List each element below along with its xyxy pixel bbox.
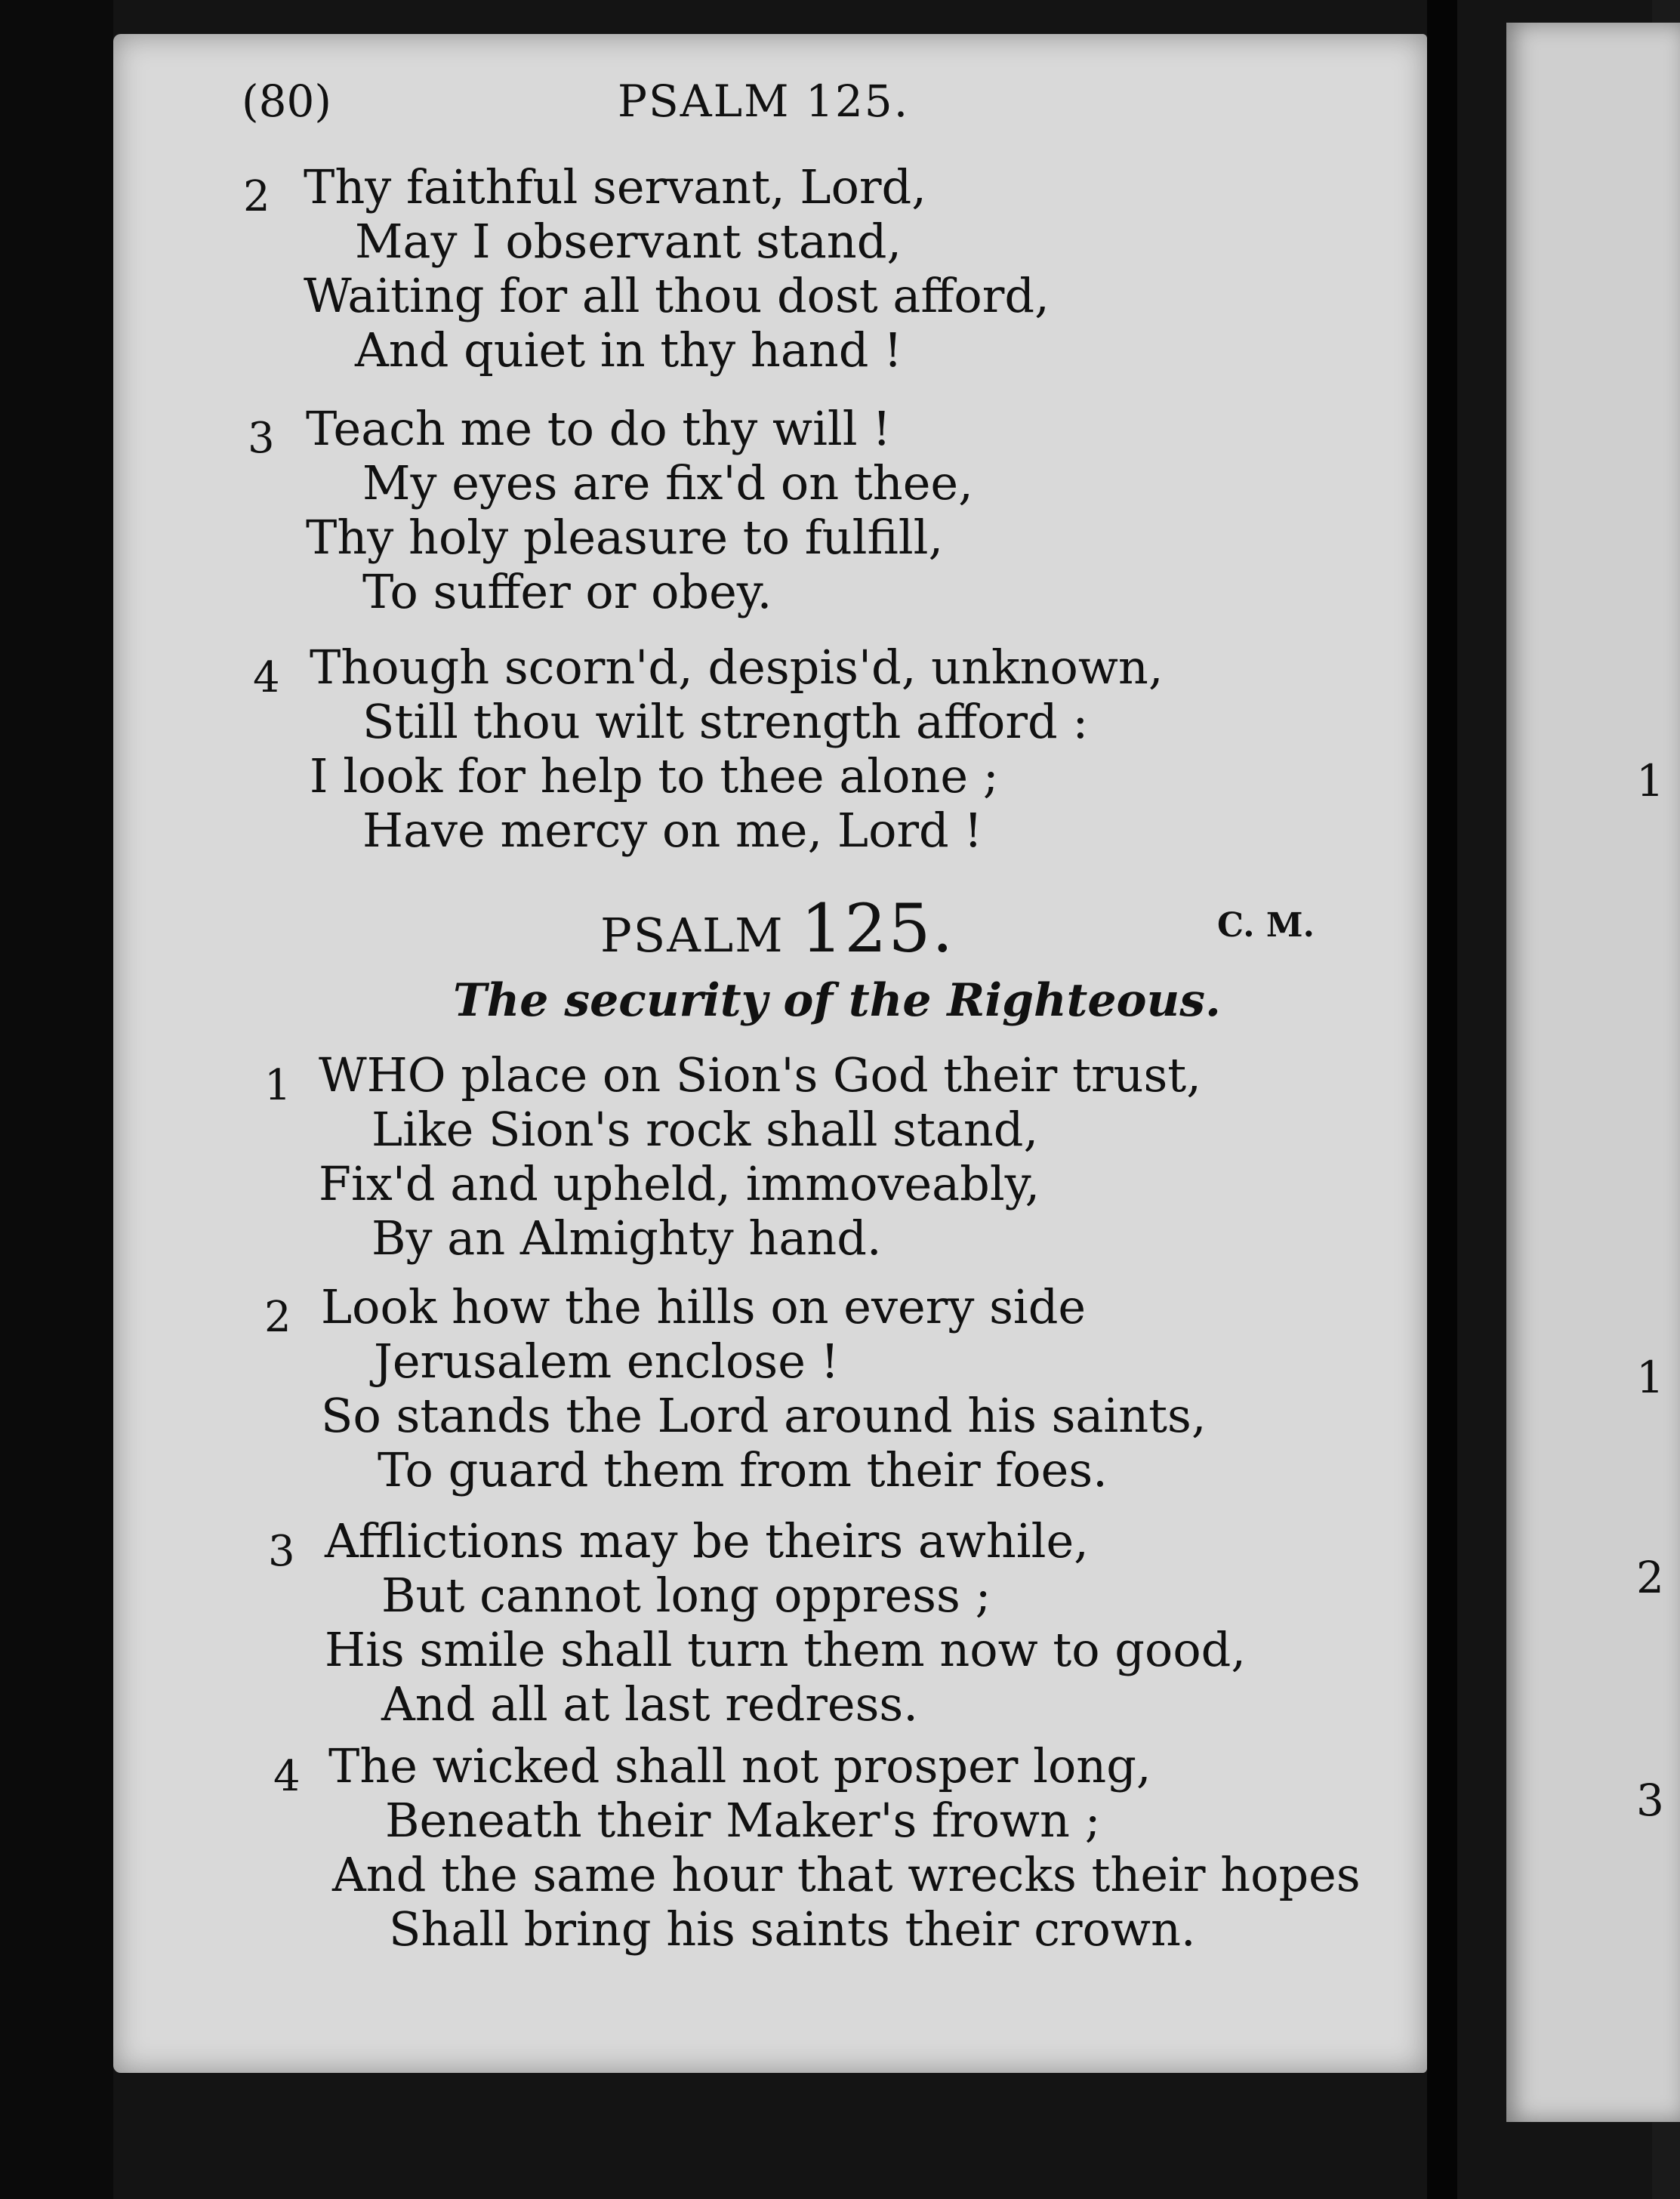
verse-line: Beneath their Maker's frown ;: [385, 1793, 1101, 1848]
facing-page-edge-numeral: 1: [1636, 755, 1664, 807]
verse-line: And the same hour that wrecks their hopes: [332, 1847, 1361, 1902]
verse-line: My eyes are fix'd on thee,: [362, 455, 973, 510]
verse-line: Still thou wilt strength afford :: [362, 694, 1089, 749]
facing-page-edge: [1506, 23, 1680, 2122]
psalm-meter: C. M.: [1217, 906, 1315, 945]
running-title: PSALM 125.: [618, 76, 910, 127]
psalm-label: PSALM: [600, 908, 785, 963]
verse-line: Teach me to do thy will !: [306, 401, 892, 456]
verse-line: Jerusalem enclose !: [374, 1334, 840, 1389]
facing-page-edge-numeral: 1: [1636, 1352, 1664, 1403]
page-number: (80): [242, 76, 332, 127]
verse-number: 3: [268, 1527, 295, 1576]
verse-line: His smile shall turn them now to good,: [325, 1622, 1247, 1677]
verse-line: WHO place on Sion's God their trust,: [319, 1047, 1201, 1103]
verse-line: Afflictions may be theirs awhile,: [325, 1513, 1089, 1568]
verse-line: But cannot long oppress ;: [381, 1568, 991, 1623]
verse-line: May I observant stand,: [355, 214, 902, 269]
psalm-number: 125.: [800, 890, 955, 967]
verse-line: The wicked shall not prosper long,: [328, 1738, 1151, 1793]
verse-line: By an Almighty hand.: [371, 1211, 882, 1266]
verse-line: And all at last redress.: [381, 1676, 918, 1732]
verse-line: Have mercy on me, Lord !: [362, 803, 983, 858]
verse-line: Thy faithful servant, Lord,: [304, 159, 926, 214]
verse-number: 2: [243, 172, 270, 221]
verse-number: 2: [264, 1293, 291, 1342]
verse-line: I look for help to thee alone ;: [310, 748, 999, 803]
book-left-edge: [0, 0, 113, 2199]
verse-line: Thy holy pleasure to fulfill,: [306, 510, 944, 565]
verse-number: 4: [253, 653, 280, 702]
facing-page-edge-numeral: 2: [1636, 1552, 1664, 1603]
verse-number: 4: [273, 1752, 301, 1801]
verse-line: And quiet in thy hand !: [355, 322, 903, 378]
verse-line: To guard them from their foes.: [378, 1442, 1108, 1497]
verse-line: So stands the Lord around his saints,: [321, 1388, 1207, 1443]
verse-line: Shall bring his saints their crown.: [389, 1901, 1196, 1957]
verse-line: Waiting for all thou dost afford,: [304, 268, 1050, 323]
verse-number: 1: [264, 1061, 291, 1110]
verse-line: To suffer or obey.: [362, 564, 772, 619]
psalm-heading: [600, 890, 954, 967]
verse-line: Though scorn'd, despis'd, unknown,: [310, 640, 1164, 695]
book-gutter: [1427, 0, 1457, 2199]
facing-page-edge-numeral: 3: [1636, 1775, 1664, 1826]
verse-line: Look how the hills on every side: [321, 1279, 1087, 1334]
psalm-subtitle: The security of the Righteous.: [453, 974, 1221, 1027]
verse-number: 3: [248, 414, 275, 463]
verse-line: Like Sion's rock shall stand,: [371, 1102, 1039, 1157]
verse-line: Fix'd and upheld, immoveably,: [319, 1156, 1040, 1211]
